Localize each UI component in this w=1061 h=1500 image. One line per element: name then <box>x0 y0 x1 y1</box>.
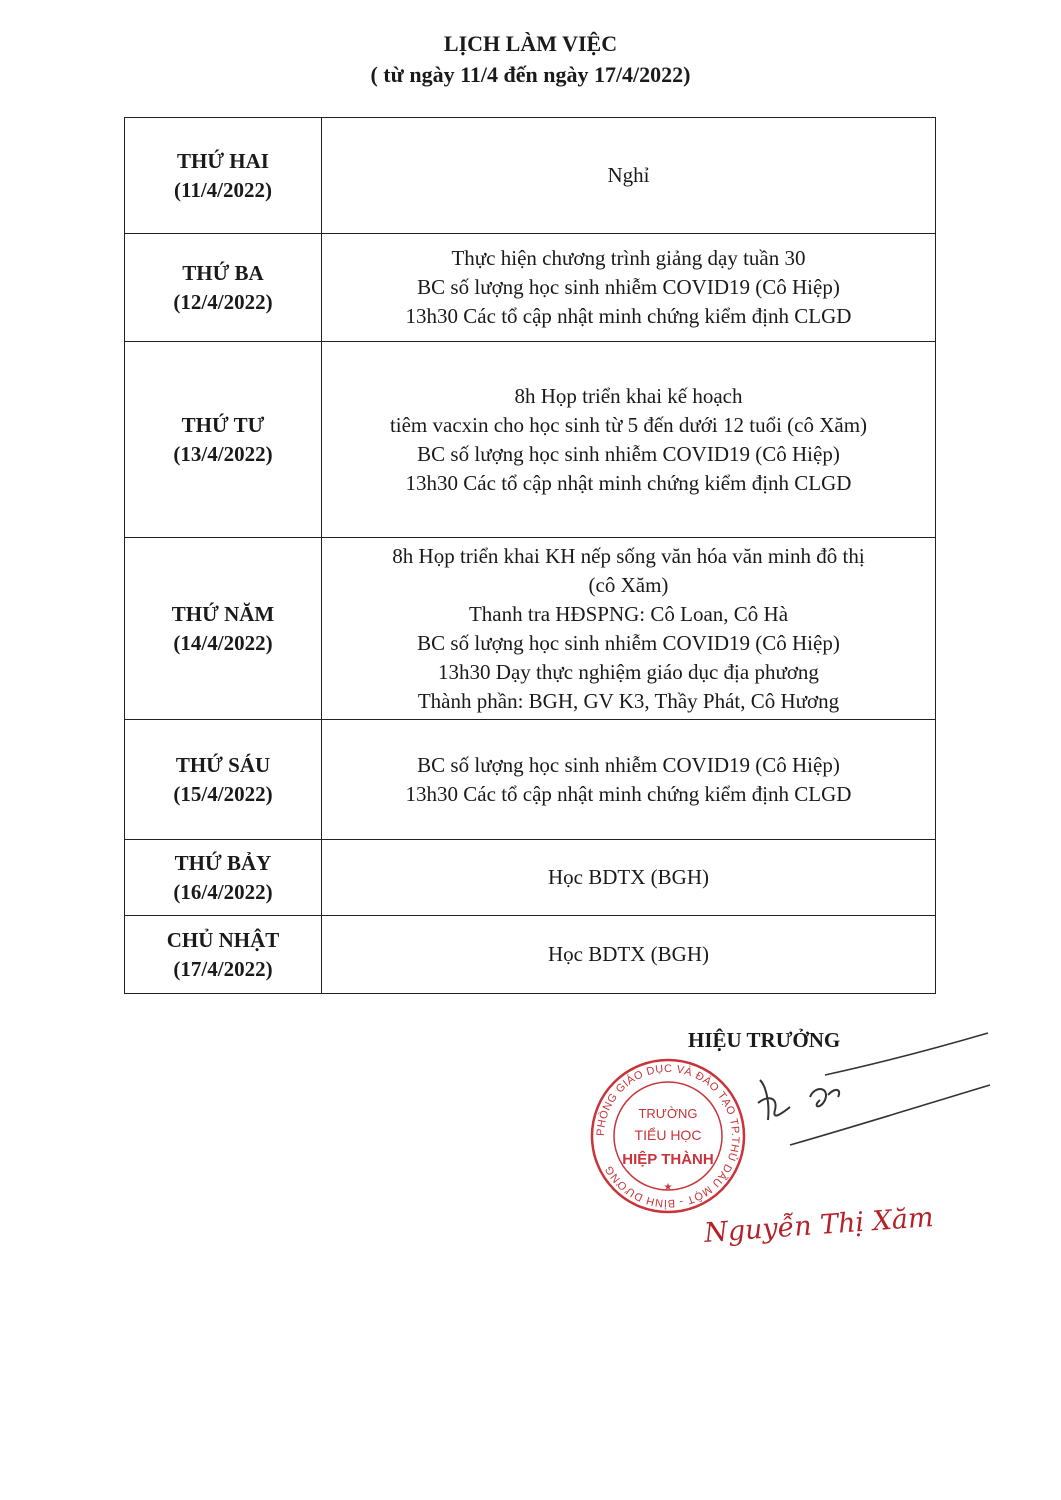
activity-line: BC số lượng học sinh nhiễm COVID19 (Cô Hiệp) <box>417 441 840 466</box>
activities-cell <box>322 720 936 840</box>
activities-cell <box>322 342 936 538</box>
signer-name: Nguyễn Thị Xăm <box>703 1202 935 1249</box>
day-name: CHỦ NHẬT <box>166 927 280 952</box>
day-name: THỨ BA <box>182 260 264 285</box>
activity-line: 13h30 Các tổ cập nhật minh chứng kiểm định CLGD <box>405 781 852 806</box>
schedule-row <box>125 118 936 234</box>
day-date: (11/4/2022) <box>174 177 272 202</box>
activity-line: 8h Họp triển khai kế hoạch <box>514 383 743 408</box>
day-name: THỨ NĂM <box>171 601 275 626</box>
schedule-row <box>125 538 936 720</box>
handwritten-signature <box>720 1025 1000 1155</box>
schedule-row <box>125 916 936 994</box>
activity-line: Thành phần: BGH, GV K3, Thầy Phát, Cô Hương <box>417 688 840 713</box>
activity-line: Thanh tra HĐSPNG: Cô Loan, Cô Hà <box>468 601 789 626</box>
activity-line: BC số lượng học sinh nhiễm COVID19 (Cô Hiệp) <box>417 752 840 777</box>
activity-line: tiêm vacxin cho học sinh từ 5 đến dưới 12 tuổi (cô Xăm) <box>389 412 868 437</box>
day-cell <box>125 234 322 342</box>
activities-cell <box>322 234 936 342</box>
activity-line: 13h30 Dạy thực nghiệm giáo dục địa phương <box>438 659 819 684</box>
activity-line: Học BDTX (BGH) <box>548 865 709 889</box>
day-date: (12/4/2022) <box>173 289 273 314</box>
day-date: (14/4/2022) <box>173 630 273 655</box>
day-name: THỨ SÁU <box>175 752 271 777</box>
day-date: (15/4/2022) <box>173 781 273 806</box>
activities-cell <box>322 118 936 234</box>
stamp-line-1: TRƯỜNG <box>638 1106 698 1121</box>
document-title: LỊCH LÀM VIỆC <box>443 31 618 56</box>
schedule-row <box>125 234 936 342</box>
day-name: THỨ HAI <box>177 148 269 173</box>
day-cell <box>125 720 322 840</box>
schedule-row <box>125 840 936 916</box>
day-cell <box>125 118 322 234</box>
activity-line: BC số lượng học sinh nhiễm COVID19 (Cô Hiệp) <box>417 630 840 655</box>
schedule-table <box>124 117 936 994</box>
signature-title: HIỆU TRƯỞNG <box>688 1028 841 1052</box>
activities-cell <box>322 538 936 720</box>
activities-cell <box>322 916 936 994</box>
day-date: (17/4/2022) <box>173 956 273 981</box>
document-subtitle: ( từ ngày 11/4 đến ngày 17/4/2022) <box>370 62 691 87</box>
day-name: THỨ BẢY <box>174 850 272 875</box>
activity-line: Học BDTX (BGH) <box>548 942 709 966</box>
schedule-row <box>125 342 936 538</box>
stamp-ring-text: PHÒNG GIÁO DỤC VÀ ĐÀO TẠO TP.THỦ DẦU MỘT - BÌNH DƯƠNG <box>594 1062 742 1210</box>
day-name: THỨ TƯ <box>181 412 265 437</box>
day-cell <box>125 916 322 994</box>
activity-line: BC số lượng học sinh nhiễm COVID19 (Cô Hiệp) <box>417 275 840 299</box>
day-cell <box>125 342 322 538</box>
activity-line: (cô Xăm) <box>588 572 669 597</box>
document-header <box>0 28 1061 90</box>
activities-cell <box>322 840 936 916</box>
activity-line: 13h30 Các tổ cập nhật minh chứng kiểm định CLGD <box>405 470 852 495</box>
schedule-row <box>125 720 936 840</box>
activity-line: 8h Họp triển khai KH nếp sống văn hóa văn minh đô thị <box>392 543 865 568</box>
day-cell <box>125 538 322 720</box>
day-date: (16/4/2022) <box>173 879 273 904</box>
day-date: (13/4/2022) <box>173 441 273 466</box>
activity-line: Thực hiện chương trình giảng dạy tuần 30 <box>451 246 806 270</box>
stamp-line-3: HIỆP THÀNH <box>622 1151 714 1168</box>
activity-line: 13h30 Các tổ cập nhật minh chứng kiểm định CLGD <box>405 304 852 328</box>
stamp-star-icon: ★ <box>663 1182 673 1193</box>
stamp-line-2: TIỂU HỌC <box>634 1127 702 1143</box>
day-cell <box>125 840 322 916</box>
activity-line: Nghỉ <box>607 163 650 187</box>
